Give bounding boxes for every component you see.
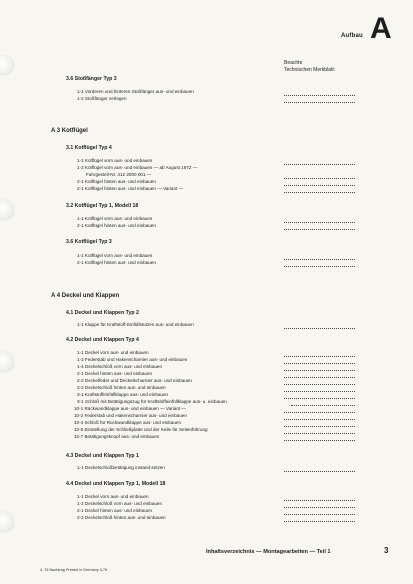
note-header-line1: Beachte [284, 60, 303, 66]
list-item: 2-1 Kotflügel hinten aus- und einbauen — Variant — [77, 186, 184, 191]
page-number: 3 [384, 546, 389, 555]
note-line [284, 192, 355, 193]
note-line [284, 266, 355, 267]
note-line [284, 222, 355, 223]
section-heading: 4.3 Deckel und Klappen Typ 1 [66, 453, 139, 459]
note-line [284, 95, 355, 96]
note-line [284, 412, 355, 413]
list-item: 3-1 Kraftstoffeinfüllklappe aus- und einbauen [77, 392, 169, 397]
list-item: 1-1 Deckelschloßbetätigung instand setzen [77, 465, 165, 470]
list-item: 2-1 Kotflügel hinten aus- und einbauen [77, 179, 156, 184]
list-item: 10-1 Rückwandklappe aus- und einbauen — Variant — [74, 406, 187, 411]
note-line [284, 391, 355, 392]
note-line [284, 398, 355, 399]
list-item: 1-1 Kotflügel vorn aus- und einbauen [77, 253, 153, 258]
note-line [284, 356, 355, 357]
punch-hole-top [0, 55, 14, 75]
list-item: 1-2 Kotflügel vorn aus- und einbauen — ab August 1972 — [77, 165, 198, 170]
note-line [291, 405, 355, 406]
list-item: 10-5 Einstellung der Schließplatte und der Keile für Seitenführung [74, 427, 208, 432]
chapter-heading: A 3 Kotflügel [51, 128, 88, 134]
note-line [284, 185, 355, 186]
section-heading: 4.2 Deckel und Klappen Typ 4 [66, 337, 139, 343]
note-line [284, 440, 355, 441]
list-item: 2-1 Kotflügel hinten aus- und einbauen [77, 223, 156, 228]
punch-hole-middle [0, 200, 14, 220]
note-line [284, 500, 355, 501]
section-heading: 4.4 Deckel und Klappen Typ 1, Modell 18 [66, 481, 166, 487]
header-section-letter: A [370, 12, 392, 45]
section-heading: 4.1 Deckel und Klappen Typ 2 [66, 310, 139, 316]
note-line [284, 433, 355, 434]
list-item: 2-1 Kotflügel hinten aus- und einbauen [77, 260, 156, 265]
list-item: 1-1 Kotflügel vorn aus- und einbauen [77, 158, 153, 163]
note-line [284, 521, 355, 522]
note-line [284, 514, 355, 515]
note-line [284, 419, 355, 420]
list-item: 1-2 Federstab und Hakenscharnier aus- und einbauen [77, 357, 188, 362]
section-heading: 3.6 Kotflügel Typ 3 [66, 239, 112, 245]
note-line [284, 507, 355, 508]
note-line [284, 259, 355, 260]
list-item: 1-1 Vorderen und hinteren Stoßfänger aus- und einbauen [77, 89, 194, 94]
section-heading: 3.1 Kotflügel Typ 4 [66, 145, 112, 151]
punch-hole-bottom [0, 512, 14, 532]
list-item: 2-1 Deckel hinten aus- und einbauen [77, 508, 153, 513]
note-line [284, 328, 355, 329]
list-item: 1-4 Deckelschloß vorn aus- und einbauen [77, 364, 163, 369]
list-item: 2-1 Deckel hinten aus- und einbauen [77, 371, 153, 376]
list-item: 2-2 Deckelfeder und Deckelscharnier aus- und einbauen [77, 378, 192, 383]
list-item: 1-2 Stoßfänger zerlegen [77, 96, 127, 101]
list-item: 2-2 Deckelschloß hinten aus- und einbauen [77, 385, 166, 390]
list-item: 1-2 Deckelschloß vorn aus- und einbauen [77, 501, 163, 506]
note-line [284, 471, 355, 472]
note-line [284, 363, 355, 364]
list-item: 1-1 Deckel vorn aus- und einbauen [77, 494, 149, 499]
note-line [284, 377, 355, 378]
footer-title: Inhaltsverzeichnis — Montagearbeiten — Teil 1 [206, 549, 331, 555]
list-item: 10-2 Federstab und Hakenscharnier aus- und einbauen [74, 413, 187, 418]
list-item: 10-4 Schloß für Rückwandklappe aus- und einbauen [74, 420, 181, 425]
header-section-word: Aufbau [341, 33, 363, 39]
note-line [284, 164, 355, 165]
note-line [284, 102, 355, 103]
list-item: 2-2 Deckelschloß hinten aus- und einbauen [77, 515, 166, 520]
note-header-line2: Technischen Merkblatt: [284, 67, 336, 73]
list-item: 1-1 Deckel vorn aus- und einbauen [77, 350, 149, 355]
list-item: 10-7 Betätigungsknopf aus- und einbauen [74, 434, 160, 439]
chapter-heading: A 4 Deckel und Klappen [51, 293, 120, 299]
section-heading: 3.6 Stoßfänger Typ 3 [66, 76, 117, 82]
list-item: 1-1 Klappe für Kraftstoff-Einfüllstutzen aus- und einbauen [77, 322, 194, 327]
note-line [284, 229, 355, 230]
list-item: 3-1 Schloß mit Betätigungszug für Kraftstoffeinfüllklappe aus- u. einbauen [77, 399, 227, 404]
note-line [284, 370, 355, 371]
note-line [284, 178, 355, 179]
imprint: 4. 76 Nachtrag Printed in Germany 3.76 [40, 568, 108, 572]
section-heading: 3.2 Kotflügel Typ 1, Modell 18 [66, 203, 139, 209]
punch-hole-lower [0, 352, 14, 372]
list-item: 1-1 Kotflügel vorn aus- und einbauen [77, 216, 153, 221]
note-line [284, 384, 355, 385]
list-item: Fahrgestell-Nr. 412 2000 001 — [86, 172, 152, 177]
note-line [284, 426, 355, 427]
